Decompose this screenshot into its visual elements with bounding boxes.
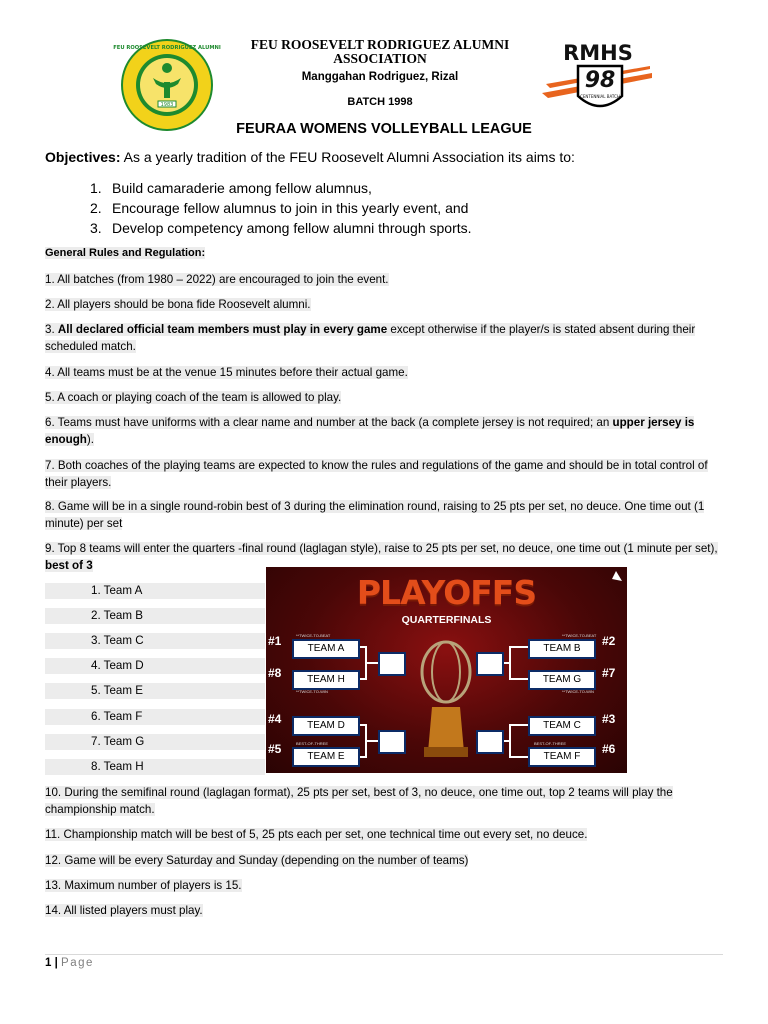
rule-12: 12. Game will be every Saturday and Sunday (depending on the number of teams) — [45, 854, 469, 867]
team-box-f: TEAM F — [528, 747, 596, 767]
seed-label: #8 — [268, 666, 282, 680]
list-item: 2. Encourage fellow alumnus to join in this yearly event, and — [90, 200, 469, 216]
page-number: 1 — [45, 957, 52, 969]
objectives-intro — [45, 149, 575, 165]
logo-ring-text: FEU ROOSEVELT RODRIGUEZ ALUMNI — [113, 45, 221, 51]
batch-label: BATCH 1998 — [347, 96, 413, 108]
objectives-list — [90, 178, 472, 238]
rule-8: 8. Game will be in a single round-robin best of 3 during the elimination round, raising to 25 pts per set, no deuce. One time out (1 minute) per set — [45, 500, 705, 530]
team-box-e: TEAM E — [292, 747, 360, 767]
team-list-item: 6. Team F — [45, 709, 265, 725]
team-box-g: TEAM G — [528, 670, 596, 690]
rmhs-text: RMHS — [563, 41, 633, 65]
rule-7: 7. Both coaches of the playing teams are expected to know the rules and regulations of the game and should be in total control of their players. — [45, 459, 708, 489]
seed-label: #7 — [602, 666, 616, 680]
objectives-label: Objectives: — [45, 149, 121, 165]
rule-1: 1. All batches (from 1980 – 2022) are encouraged to join the event. — [45, 273, 389, 286]
semifinal-slot — [378, 652, 406, 676]
team-list-item: 7. Team G — [45, 734, 265, 750]
org-location: Manggahan Rodriguez, Rizal — [301, 71, 459, 83]
team-list-item: 5. Team E — [45, 683, 265, 699]
rule-10: 10. During the semifinal round (laglagan format), 25 pts per set, best of 3, no deuce, one time out, top 2 teams will play the championship match. — [45, 786, 673, 816]
semifinal-slot — [378, 730, 406, 754]
org-name-line1: FEU ROOSEVELT RODRIGUEZ ALUMNI — [250, 37, 510, 52]
rule-11: 11. Championship match will be best of 5, 25 pts each per set, one technical time out every set, no deuce. — [45, 828, 588, 841]
rmhs-number: 98 — [584, 68, 616, 93]
rule-3: 3. All declared official team members must play in every game except otherwise if the player/s is stated absent during their scheduled match. — [45, 323, 696, 353]
team-box-c: TEAM C — [528, 716, 596, 736]
team-list-item: 4. Team D — [45, 658, 265, 674]
page-label: Page — [61, 957, 94, 969]
rule-2: 2. All players should be bona fide Roosevelt alumni. — [45, 298, 311, 311]
feu-alumni-logo — [113, 38, 221, 132]
semifinal-slot — [476, 730, 504, 754]
org-name-line2: ASSOCIATION — [333, 51, 427, 66]
bracket-note: **TWICE-TO-BEAT — [562, 633, 597, 638]
logo-year: 1983 — [160, 102, 174, 108]
rule-6: 6. Teams must have uniforms with a clear name and number at the back (a complete jersey is not required; an upper jersey is enough). — [45, 416, 695, 446]
rules-heading: General Rules and Regulation: — [45, 247, 206, 259]
list-item: 1. Build camaraderie among fellow alumnus, — [90, 180, 372, 196]
rmhs-logo — [540, 38, 658, 124]
list-item: 3. Develop competency among fellow alumni through sports. — [90, 220, 472, 236]
quarterfinals-subtitle: QUARTERFINALS — [401, 614, 492, 626]
team-list-item: 8. Team H — [45, 759, 265, 775]
rule-14: 14. All listed players must play. — [45, 904, 203, 917]
seed-label: #2 — [602, 634, 616, 648]
seed-label: #3 — [602, 712, 616, 726]
league-title: FEURAA WOMENS VOLLEYBALL LEAGUE — [236, 121, 532, 137]
team-box-b: TEAM B — [528, 639, 596, 659]
rule-9: 9. Top 8 teams will enter the quarters -final round (laglagan style), raise to 25 pts per set, no deuce, one time out (1 minute per set), best of 3 — [45, 542, 718, 572]
footer-divider — [45, 954, 723, 955]
bracket-note: BEST-OF-THREE — [534, 741, 567, 746]
team-list-item: 3. Team C — [45, 633, 265, 649]
seed-label: #4 — [268, 712, 282, 726]
org-name — [230, 38, 530, 66]
page-footer — [45, 957, 94, 969]
rule-13: 13. Maximum number of players is 15. — [45, 879, 242, 892]
rmhs-subtext: CENTENNIAL BATCH — [580, 94, 620, 99]
team-box-a: TEAM A — [292, 639, 360, 659]
playoffs-bracket-image — [266, 567, 627, 773]
rule-4: 4. All teams must be at the venue 15 minutes before their actual game. — [45, 366, 408, 379]
semifinal-slot — [476, 652, 504, 676]
team-list-item: 2. Team B — [45, 608, 265, 624]
bracket-note: BEST-OF-THREE — [296, 741, 329, 746]
bracket-note: **TWICE-TO-WIN — [562, 689, 594, 694]
team-list-item: 1. Team A — [45, 583, 265, 599]
seed-label: #1 — [268, 634, 282, 648]
page-separator: | — [54, 957, 58, 969]
rule-5: 5. A coach or playing coach of the team is allowed to play. — [45, 391, 342, 404]
seed-label: #5 — [268, 742, 282, 756]
bracket-note: **TWICE-TO-BEAT — [296, 633, 331, 638]
playoffs-title: PLAYOFFS — [356, 573, 537, 612]
team-box-d: TEAM D — [292, 716, 360, 736]
objectives-text: As a yearly tradition of the FEU Roosevelt Alumni Association its aims to: — [123, 149, 575, 165]
bracket-note: **TWICE-TO-WIN — [296, 689, 328, 694]
seed-label: #6 — [602, 742, 616, 756]
team-box-h: TEAM H — [292, 670, 360, 690]
